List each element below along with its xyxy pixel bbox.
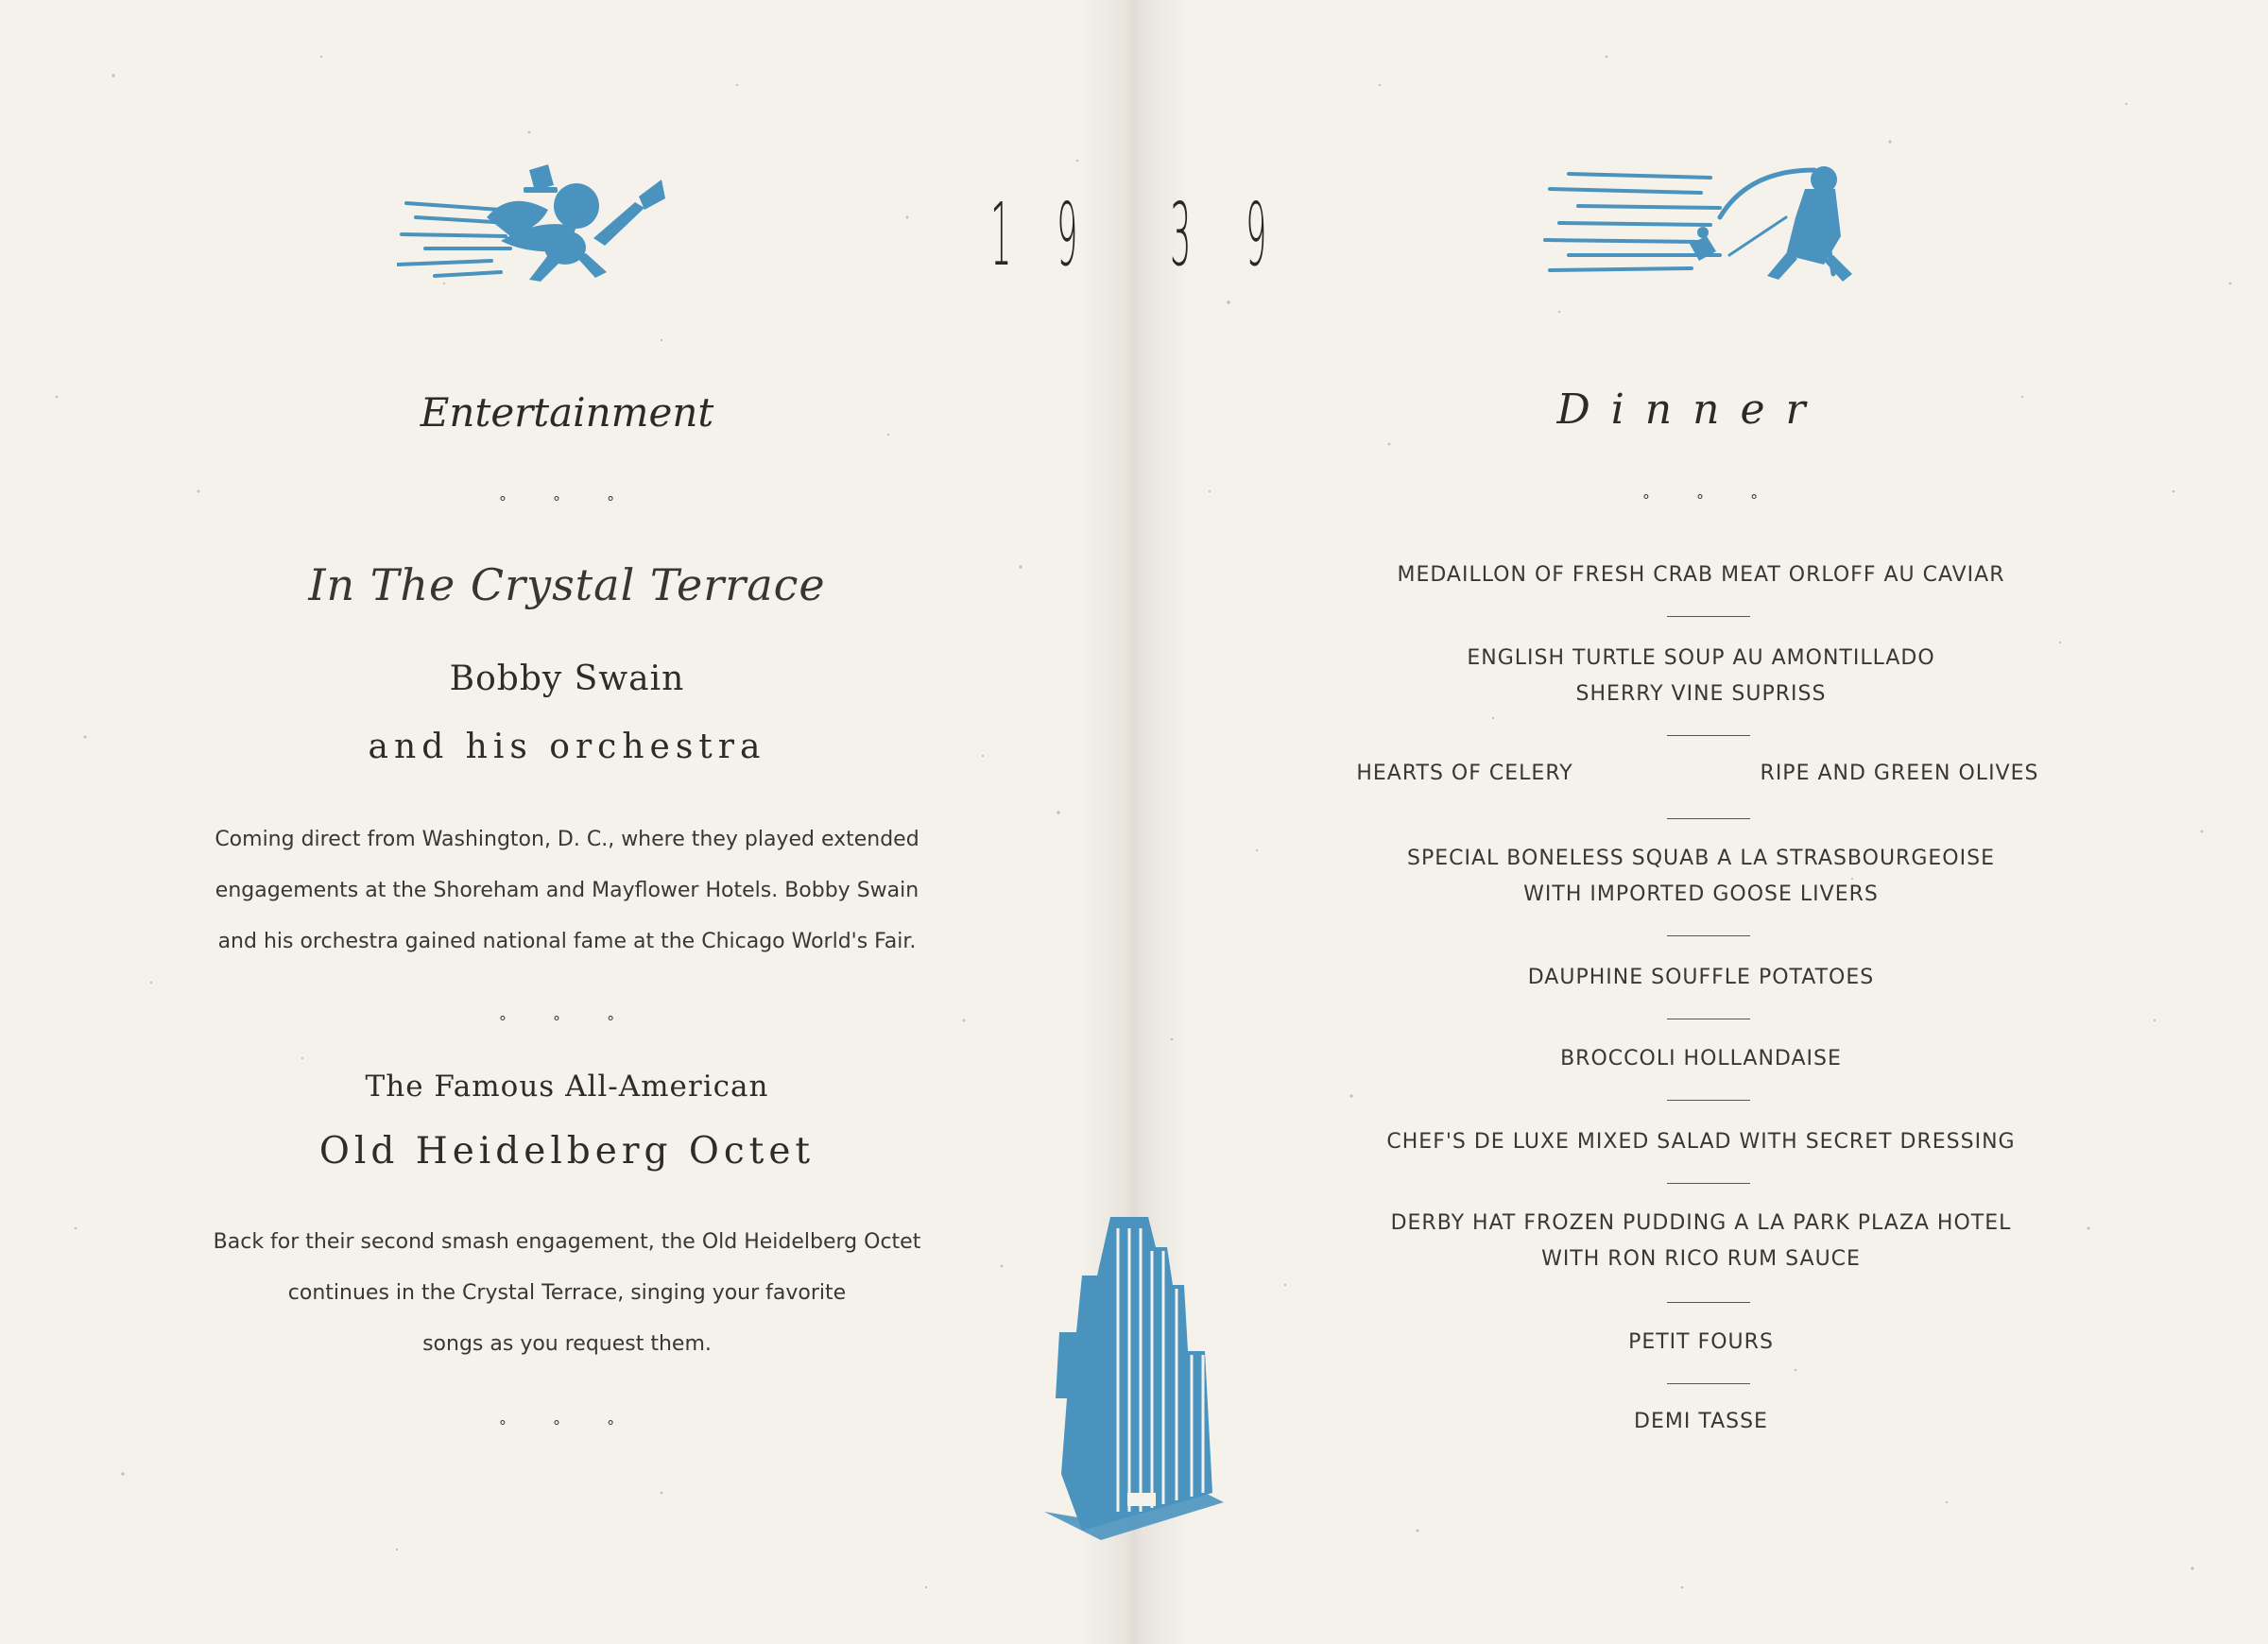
menu-item: DEMI TASSE — [1634, 1410, 1768, 1433]
menu-divider — [1667, 818, 1750, 819]
menu-divider — [1667, 616, 1750, 617]
menu-item: ENGLISH TURTLE SOUP AU AMONTILLADO — [1467, 646, 1935, 670]
paragraph-line: Back for their second smash engagement, the Old Heidelberg Octet — [213, 1230, 921, 1254]
paragraph-line: continues in the Crystal Terrace, singing your favorite — [287, 1281, 847, 1305]
ornament-dots: ° ° ° — [498, 1417, 636, 1435]
ornament-dots: ° ° ° — [1641, 491, 1779, 509]
menu-item-celery: HEARTS OF CELERY — [1356, 762, 1573, 785]
band-name: and his orchestra — [368, 728, 766, 766]
octet-description — [198, 1217, 936, 1370]
menu-item: DAUPHINE SOUFFLE POTATOES — [1527, 966, 1875, 989]
paragraph-line: and his orchestra gained national fame at the Chicago World's Fair. — [217, 930, 917, 953]
menu-divider — [1667, 935, 1750, 936]
entertainment-heading: Entertainment — [420, 389, 714, 436]
bandleader-name: Bobby Swain — [449, 659, 685, 698]
menu-item: DERBY HAT FROZEN PUDDING A LA PARK PLAZA HOTEL — [1390, 1211, 2012, 1235]
menu-item: BROCCOLI HOLLANDAISE — [1560, 1047, 1842, 1070]
year-digit: 1 — [990, 184, 1012, 285]
menu-divider — [1667, 1302, 1750, 1303]
menu-item: WITH RON RICO RUM SAUCE — [1541, 1247, 1861, 1271]
menu-divider — [1667, 735, 1750, 736]
menu-item: MEDAILLON OF FRESH CRAB MEAT ORLOFF AU CAVIAR — [1397, 563, 2005, 587]
year-digit: 3 — [1170, 184, 1192, 285]
octet-title: Old Heidelberg Octet — [318, 1130, 816, 1173]
ornament-dots: ° ° ° — [498, 1013, 636, 1031]
ornament-dots: ° ° ° — [498, 493, 636, 511]
hotel-building-icon — [1044, 1209, 1224, 1559]
menu-item-olives: RIPE AND GREEN OLIVES — [1760, 762, 2039, 785]
menu-divider — [1667, 1183, 1750, 1184]
new-year-baby-icon — [397, 161, 671, 288]
year-digit: 9 — [1057, 184, 1078, 285]
menu-item: WITH IMPORTED GOOSE LIVERS — [1523, 882, 1879, 906]
paragraph-line: Coming direct from Washington, D. C., where they played extended — [215, 828, 919, 851]
paragraph-line: engagements at the Shoreham and Mayflower Hotels. Bobby Swain — [215, 879, 919, 902]
menu-item: SHERRY VINE SUPRISS — [1575, 682, 1827, 706]
venue-title: In The Crystal Terrace — [308, 559, 826, 610]
menu-item: PETIT FOURS — [1628, 1330, 1774, 1354]
menu-divider — [1667, 1383, 1750, 1384]
orchestra-description — [198, 814, 936, 968]
paragraph-line: songs as you request them. — [422, 1332, 712, 1356]
menu-divider — [1667, 1100, 1750, 1101]
year-title — [945, 184, 1323, 288]
father-time-icon — [1540, 161, 1852, 293]
menu-item: SPECIAL BONELESS SQUAB A LA STRASBOURGEOISE — [1407, 847, 1995, 870]
octet-subtitle: The Famous All-American — [365, 1070, 769, 1104]
menu-item: CHEF'S DE LUXE MIXED SALAD WITH SECRET DRESSING — [1386, 1130, 2016, 1154]
year-digit: 9 — [1246, 184, 1267, 285]
dinner-heading: Dinner — [1556, 385, 1827, 434]
